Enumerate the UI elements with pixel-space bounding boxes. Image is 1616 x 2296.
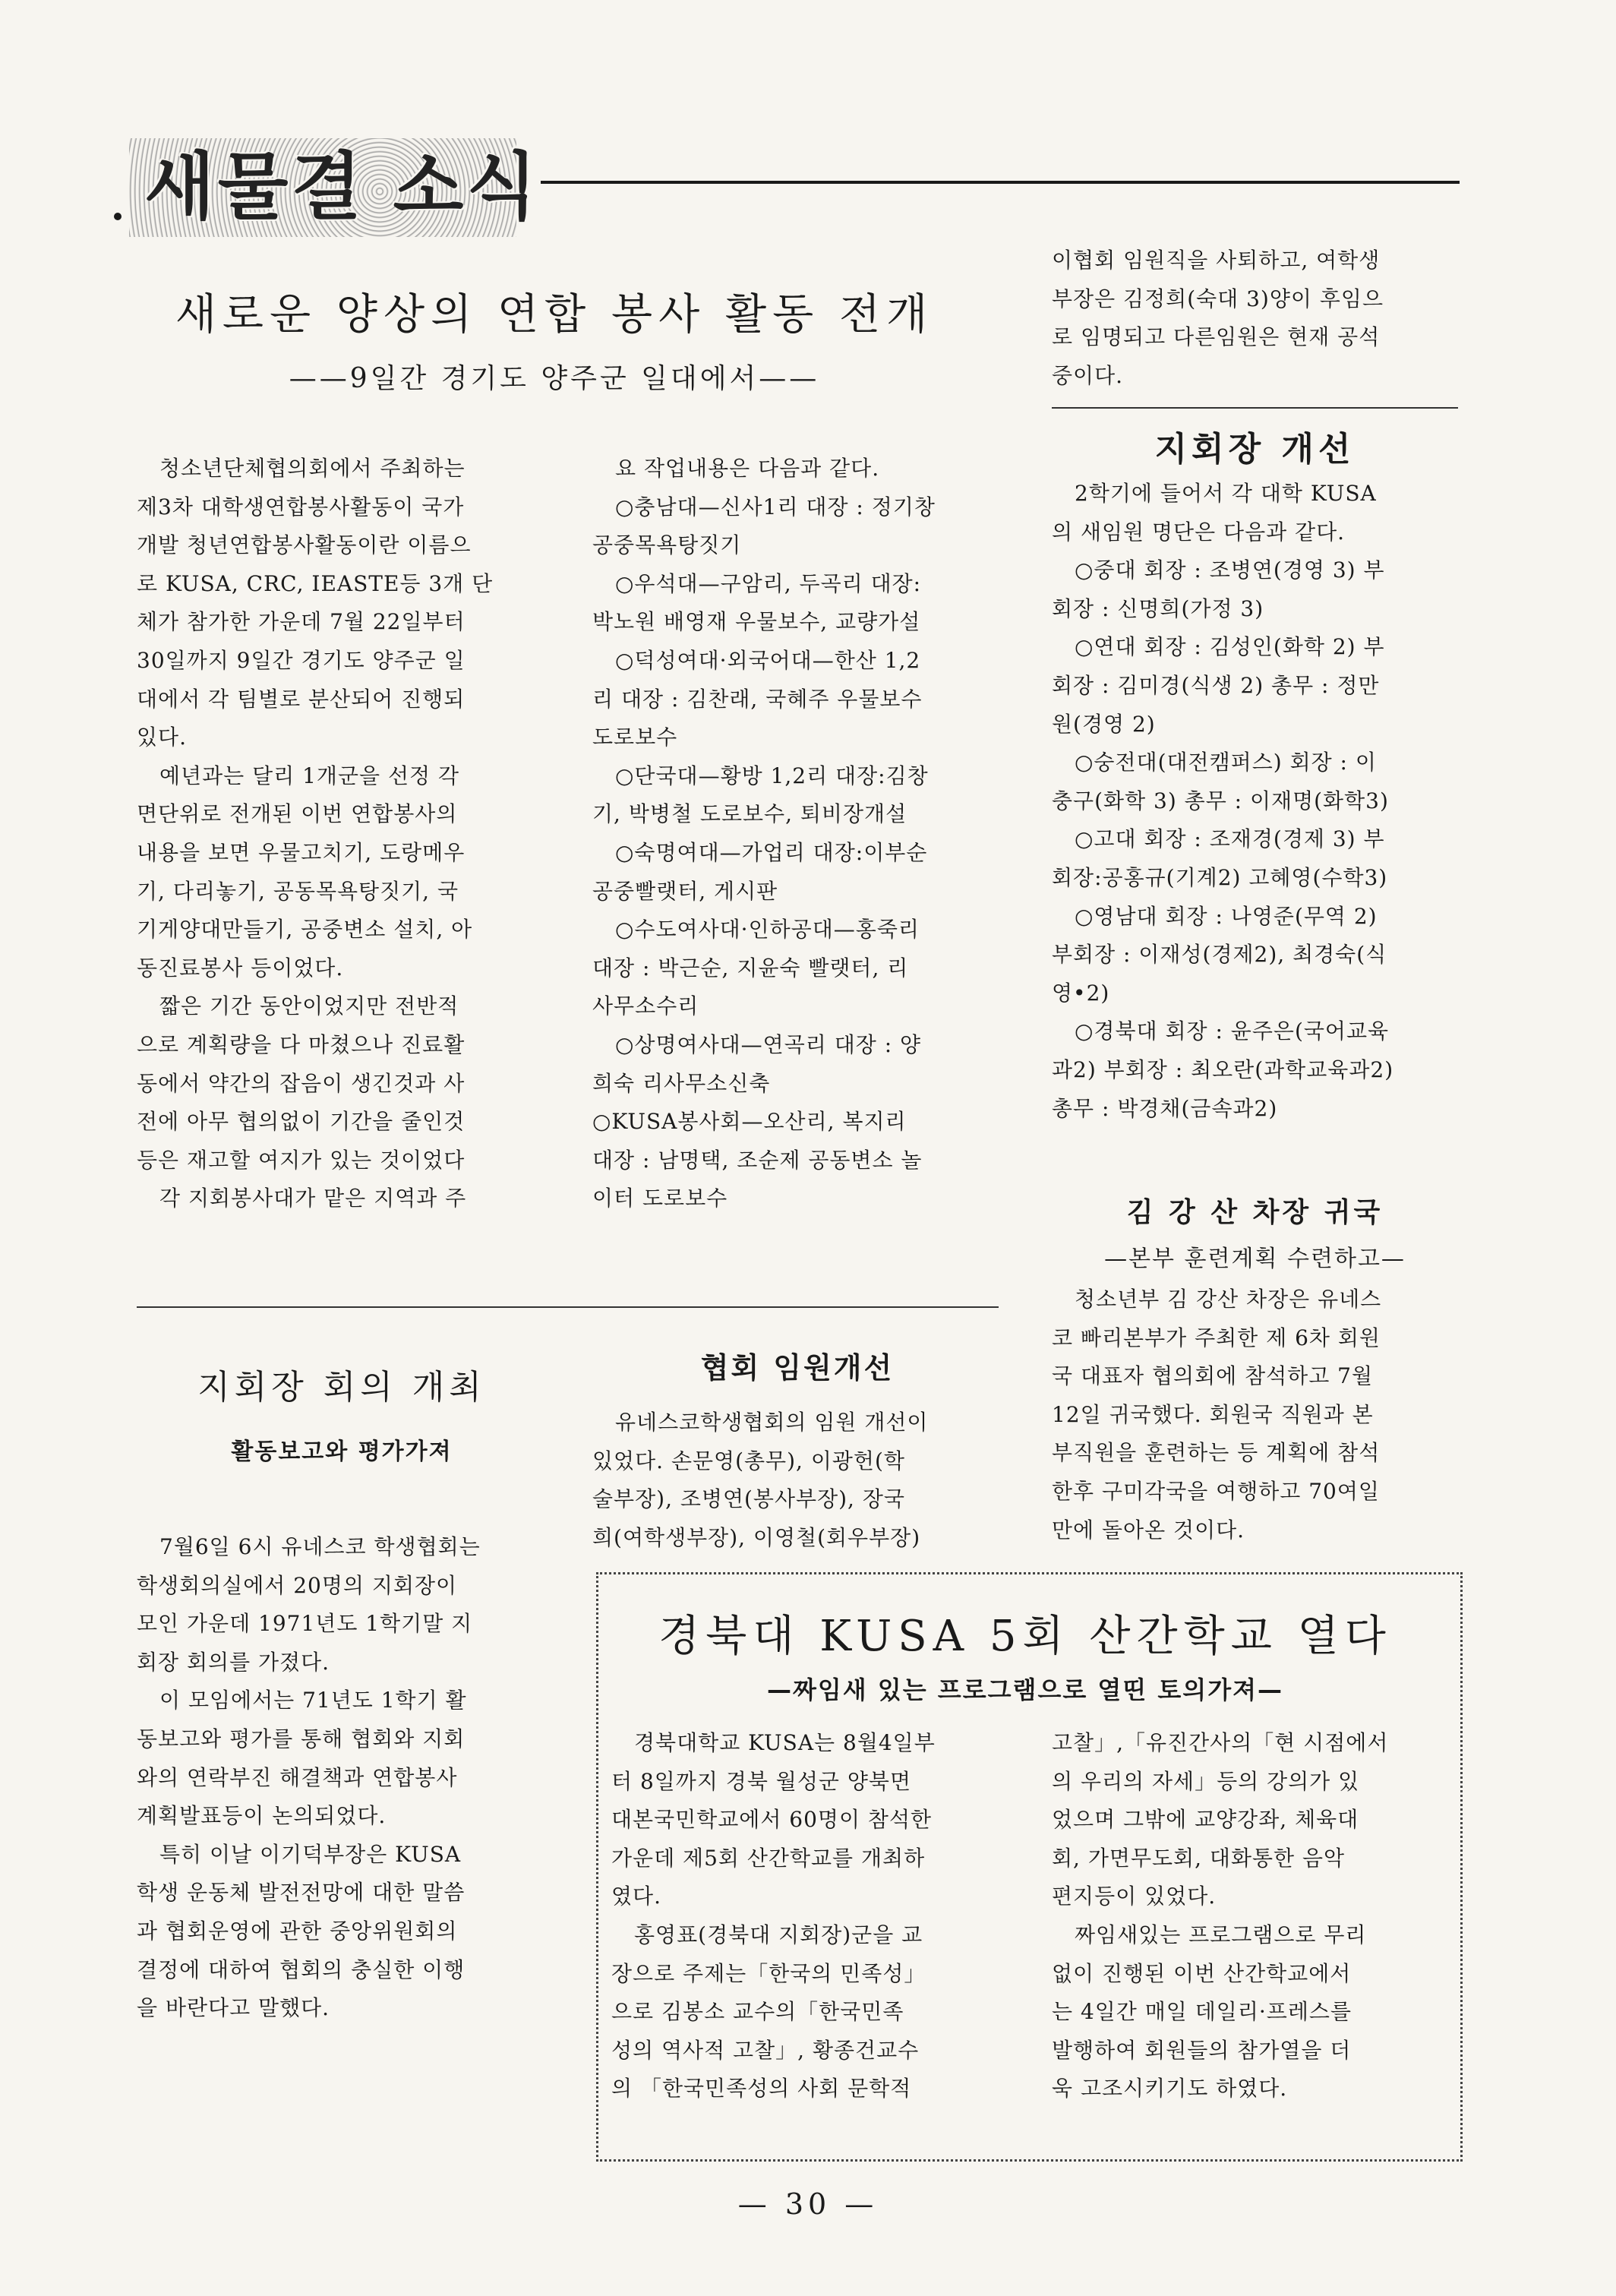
text-line: 경북대학교 KUSA는 8월4일부	[634, 1730, 936, 1755]
article1-bottom-rule	[137, 1306, 999, 1308]
text-line: 전에 아무 협의없이 기간을 줄인것	[137, 1109, 466, 1135]
text-line: 홍영표(경북대 지회장)군을 교	[634, 1922, 923, 1947]
text-line: ○연대 회장 : 김성인(화학 2) 부	[1075, 634, 1385, 660]
text-line: 등은 재고할 여지가 있는 것이었다	[137, 1147, 466, 1173]
text-line: 도로보수	[592, 725, 678, 750]
text-line: 총무 : 박경채(금속과2)	[1052, 1095, 1278, 1121]
text-line: 성의 역사적 고찰」, 황종건교수	[611, 2037, 920, 2063]
text-line: 발행하여 회원들의 참가열을 더	[1052, 2037, 1352, 2063]
text-line: 기, 박병철 도로보수, 퇴비장개설	[592, 801, 907, 827]
text-line: 영•2)	[1052, 980, 1110, 1006]
text-line: 술부장), 조병연(봉사부장), 장국	[592, 1486, 905, 1512]
text-line: 회장 회의를 가졌다.	[137, 1649, 330, 1675]
page-number: — 30 —	[737, 2187, 879, 2221]
text-line: ○경북대 회장 : 윤주은(국어교육	[1075, 1019, 1390, 1044]
text-line: 희(여학생부장), 이영철(회우부장)	[592, 1524, 921, 1550]
text-line: 이 모임에서는 71년도 1학기 활	[159, 1688, 467, 1713]
text-line: 면단위로 전개된 이번 연합봉사의	[137, 801, 458, 827]
text-line: 이터 도로보수	[592, 1186, 728, 1211]
text-line: 터 8일까지 경북 월성군 양북면	[611, 1768, 911, 1794]
article1-column-2	[592, 450, 1002, 1218]
article6-title: 경북대 KUSA 5회 산간학교 열다	[658, 1612, 1392, 1661]
text-line: 개발 청년연합봉사활동이란 이름으	[137, 532, 472, 558]
text-line: 동에서 약간의 잡음이 생긴것과 사	[137, 1070, 466, 1096]
text-line: 공중빨랫터, 게시판	[592, 878, 778, 904]
article2-body	[1052, 475, 1466, 1128]
text-line: 회장 : 김미경(식생 2) 총무 : 정만	[1052, 672, 1380, 698]
article2-title: 지회장 개선	[1154, 430, 1356, 469]
text-line: ○상명여사대—연곡리 대장 : 양	[615, 1031, 922, 1057]
text-line: 충구(화학 3) 총무 : 이재명(화학3)	[1052, 788, 1389, 813]
text-line: 코 빠리본부가 주최한 제 6차 회원	[1052, 1325, 1381, 1350]
text-line: 없이 진행된 이번 산간학교에서	[1052, 1960, 1352, 1986]
text-line: 로 KUSA, CRC, IEASTE등 3개 단	[137, 570, 494, 596]
text-line: 7월6일 6시 유네스코 학생협회는	[159, 1534, 481, 1559]
text-line: 기게양대만들기, 공중변소 설치, 아	[137, 917, 473, 943]
text-line: ○숭전대(대전캠퍼스) 회장 : 이	[1075, 750, 1377, 775]
text-line: 유네스코학생협회의 임원 개선이	[615, 1410, 929, 1435]
text-line: 학생회의실에서 20명의 지회장이	[137, 1572, 458, 1598]
text-line: ○우석대—구암리, 두곡리 대장:	[615, 570, 922, 596]
article6-column-2	[1052, 1724, 1458, 2108]
text-line: 특히 이날 이기덕부장은 KUSA	[159, 1841, 462, 1867]
text-line: 희숙 리사무소신축	[592, 1070, 771, 1096]
text-line: 대장 : 박근순, 지윤숙 빨랫터, 리	[592, 955, 909, 981]
text-line: 한후 구미각국을 여행하고 70여일	[1052, 1478, 1380, 1504]
article1-title: 새로운 양상의 연합 봉사 활동 전개	[175, 290, 934, 340]
text-line: 모인 가운데 1971년도 1학기말 지	[137, 1611, 473, 1637]
text-line: 박노원 배영재 우물보수, 교량가설	[592, 609, 921, 635]
text-line: 계획발표등이 논의되었다.	[137, 1803, 387, 1829]
text-line: ○고대 회장 : 조재경(경제 3) 부	[1075, 826, 1385, 852]
text-line: 학생 운동체 발전전망에 대한 말씀	[137, 1880, 466, 1906]
text-line: 리 대장 : 김찬래, 국혜주 우물보수	[592, 686, 923, 712]
article3-body	[1052, 1281, 1466, 1549]
text-line: 으로 계획량을 다 마쳤으나 진료활	[137, 1031, 466, 1057]
article6-subtitle: —짜임새 있는 프로그램으로 열띤 토의가져—	[766, 1675, 1284, 1704]
text-line: 회장 : 신명희(가정 3)	[1052, 595, 1264, 621]
text-line: 회장:공홍규(기계2) 고혜영(수학3)	[1052, 864, 1388, 890]
text-line: 으로 김봉소 교수의「한국민족	[611, 1999, 904, 2025]
text-line: 대장 : 남명택, 조순제 공동변소 놀	[592, 1147, 923, 1173]
text-line: 동보고와 평가를 통해 협회와 지회	[137, 1726, 466, 1751]
text-line: 였다.	[611, 1884, 661, 1909]
text-line: 예년과는 달리 1개군을 선정 각	[159, 763, 459, 788]
text-line: ○수도여사대·인하공대—홍죽리	[615, 917, 920, 943]
text-line: 국 대표자 협의회에 참석하고 7월	[1052, 1363, 1374, 1389]
article4-title: 지회장 회의 개최	[197, 1368, 486, 1407]
article1-subtitle: ——9일간 경기도 양주군 일대에서——	[289, 363, 820, 394]
article6-column-1	[611, 1724, 1025, 2108]
text-line: 짜임새있는 프로그램으로 무리	[1075, 1922, 1367, 1947]
text-line: 부직원을 훈련하는 등 계획에 참석	[1052, 1440, 1381, 1466]
text-line: 중이다.	[1052, 362, 1124, 388]
article3-title: 김 강 산 차장 귀국	[1126, 1197, 1384, 1228]
text-line: 사무소수리	[592, 993, 699, 1019]
text-line: 원(경영 2)	[1052, 711, 1156, 737]
header-bullet	[114, 213, 122, 220]
text-line: 편지등이 있었다.	[1052, 1884, 1217, 1909]
text-line: 동진료봉사 등이었다.	[137, 955, 344, 981]
text-line: 30일까지 9일간 경기도 양주군 일	[137, 647, 466, 673]
text-line: 와의 연락부진 해결책과 연합봉사	[137, 1764, 458, 1790]
text-line: 었으며 그밖에 교양강좌, 체육대	[1052, 1807, 1359, 1833]
article1-column-1	[137, 450, 547, 1218]
text-line: 제3차 대학생연합봉사활동이 국가	[137, 494, 465, 520]
text-line: 청소년단체협의회에서 주최하는	[159, 456, 466, 481]
text-line: 을 바란다고 말했다.	[137, 1995, 330, 2021]
text-line: 회, 가면무도회, 대화통한 음악	[1052, 1845, 1346, 1871]
text-line: 있다.	[137, 725, 187, 750]
text-line: ○충남대—신사1리 대장 : 정기창	[615, 494, 936, 520]
text-line: 기, 다리놓기, 공동목욕탕짓기, 국	[137, 878, 459, 904]
text-line: 만에 돌아온 것이다.	[1052, 1517, 1245, 1543]
text-line: 장으로 주제는「한국의 민족성」	[611, 1960, 926, 1986]
text-line: 내용을 보면 우물고치기, 도랑메우	[137, 839, 466, 865]
text-line: 체가 참가한 가운데 7월 22일부터	[137, 609, 466, 635]
article3-subtitle: —본부 훈련계획 수련하고—	[1104, 1246, 1406, 1272]
text-line: ○KUSA봉사회—오산리, 복지리	[592, 1109, 907, 1135]
text-line: ○단국대—황방 1,2리 대장:김창	[615, 763, 929, 788]
text-line: 있었다. 손문영(총무), 이광헌(학	[592, 1448, 905, 1473]
article5-body	[592, 1404, 1006, 1557]
text-line: 부회장 : 이재성(경제2), 최경숙(식	[1052, 942, 1387, 968]
section-title: 새물결 소식	[144, 144, 541, 229]
text-line: 결정에 대하여 협회의 충실한 이행	[137, 1956, 466, 1982]
text-line: 12일 귀국했다. 회원국 직원과 본	[1052, 1401, 1374, 1427]
text-line: 짧은 기간 동안이었지만 전반적	[159, 993, 459, 1019]
text-line: 청소년부 김 강산 차장은 유네스	[1075, 1287, 1382, 1312]
text-line: 로 임명되고 다른임원은 현재 공석	[1052, 324, 1381, 350]
article4-subtitle: 활동보고와 평가가져	[231, 1439, 453, 1465]
text-line: 공중목욕탕짓기	[592, 532, 742, 558]
text-line: 이협회 임원직을 사퇴하고, 여학생	[1052, 248, 1381, 273]
text-line: ○중대 회장 : 조병연(경영 3) 부	[1075, 557, 1385, 583]
continuation-rule	[1052, 407, 1458, 409]
text-line: 고찰」,「유진간사의「현 시점에서	[1052, 1730, 1389, 1755]
header-rule	[541, 181, 1460, 184]
text-line: 의 「한국민족성의 사회 문학적	[611, 2076, 912, 2102]
text-line: 과 협회운영에 관한 중앙위원회의	[137, 1918, 458, 1944]
text-line: ○숙명여대—가업리 대장:이부순	[615, 839, 928, 865]
text-line: 의 우리의 자세」등의 강의가 있	[1052, 1768, 1360, 1794]
continuation-text	[1052, 242, 1462, 395]
text-line: 의 새임원 명단은 다음과 같다.	[1052, 519, 1346, 545]
text-line: 욱 고조시키기도 하였다.	[1052, 2076, 1288, 2102]
text-line: 는 4일간 매일 데일리·프레스를	[1052, 1999, 1352, 2025]
text-line: 각 지회봉사대가 맡은 지역과 주	[159, 1186, 467, 1211]
text-line: 과2) 부회장 : 최오란(과학교육과2)	[1052, 1056, 1394, 1082]
text-line: 대에서 각 팀별로 분산되어 진행되	[137, 686, 466, 712]
text-line: 2학기에 들어서 각 대학 KUSA	[1075, 481, 1377, 506]
text-line: 부장은 김정희(숙대 3)양이 후임으	[1052, 286, 1384, 311]
text-line: 대본국민학교에서 60명이 참석한	[611, 1807, 933, 1833]
text-line: ○덕성여대·외국어대—한산 1,2	[615, 647, 921, 673]
text-line: ○영남대 회장 : 나영준(무역 2)	[1075, 903, 1378, 929]
text-line: 요 작업내용은 다음과 같다.	[615, 456, 880, 481]
text-line: 가운데 제5회 산간학교를 개최하	[611, 1845, 926, 1871]
article4-body	[137, 1528, 551, 2028]
article5-title: 협회 임원개선	[700, 1351, 895, 1385]
